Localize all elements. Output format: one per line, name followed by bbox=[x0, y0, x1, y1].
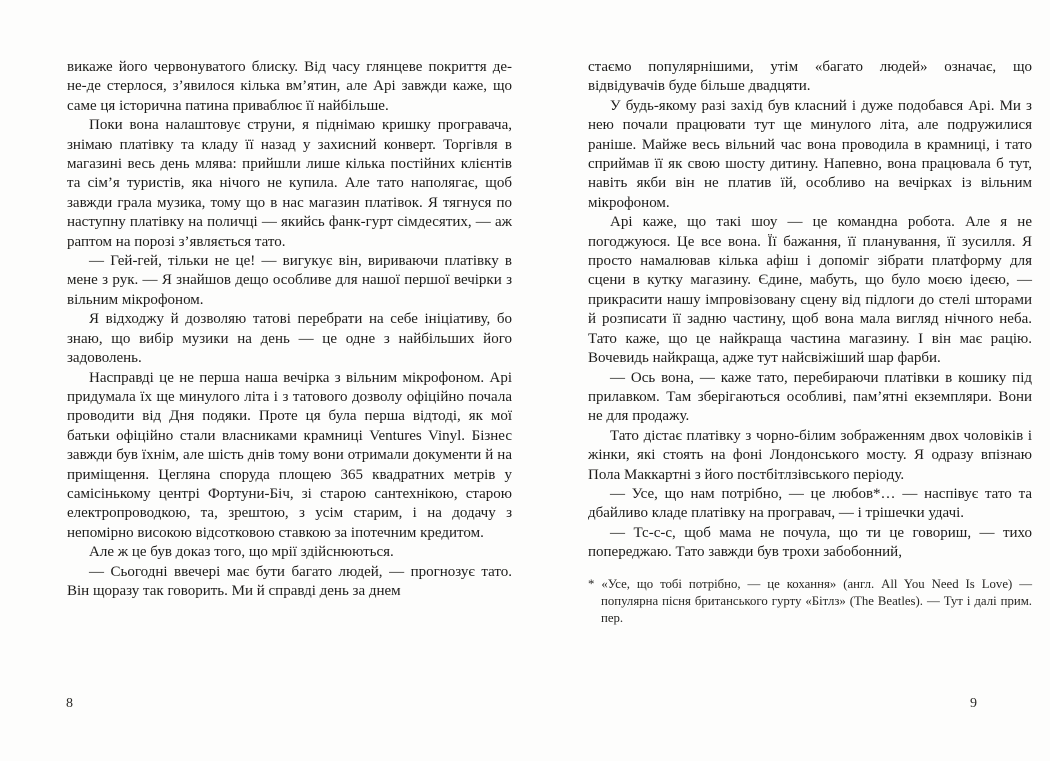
footnote: * «Усе, що тобі потрібно, — це кохання» (англ. All You Need Is Love) — популярна пісня британського гурту «Бітлз» (The Beatles). — Тут і далі прим. пер. bbox=[588, 576, 1032, 625]
paragraph: стаємо популярнішими, утім «багато людей» означає, що відвідувачів буде більше двадцяти. bbox=[588, 59, 1032, 95]
right-page-text bbox=[588, 58, 1032, 627]
paragraph: У будь-якому разі захід був класний і дуже подобався Арі. Ми з нею почали працювати тут ще минулого літа, але подружилися раніше. Майже весь вільний час вона проводила в крамниці, і тато сприймав її як свою шосту дитину. Напевно, вона працювала б тут, навіть якби він не платив їй, особливо на вечірках із вільним мікрофоном. bbox=[588, 97, 1032, 211]
paragraph: Я відходжу й дозволяю татові перебрати на себе ініціативу, бо знаю, що вибір музики на день — це одне з найбільших його задоволень. bbox=[67, 311, 512, 367]
page-number-left: 8 bbox=[66, 696, 73, 711]
paragraph: Але ж це був доказ того, що мрії здійснюються. bbox=[89, 544, 394, 561]
right-page-paragraphs bbox=[588, 58, 1032, 563]
paragraph: Арі каже, що такі шоу — це командна робота. Але я не погоджуюся. Це все вона. Її бажання, її планування, її зусилля. Я просто намалював кілька афіш і допоміг зібрати платформу для сцени в кутку магазину. Єдине, мабуть, що було моєю ідеєю, — прикрасити нашу імпровізовану сцену від підлоги до стелі шторами й розписати її задню частину, щоб вона мала вигляд нічного неба. Тато каже, що це найкраща частина магазину. І він має рацію. Вочевидь найкраща, адже тут найсвіжіший шар фарби. bbox=[588, 214, 1032, 367]
paragraph: — Усе, що нам потрібно, — це любов*… — наспівує тато та дбайливо кладе платівку на програвач, — і трішечки удачі. bbox=[588, 485, 1032, 522]
paragraph: Насправді це не перша наша вечірка з вільним мікрофоном. Арі придумала їх ще минулого літа і з татового дозволу офіційно почала проводити від Дня подяки. Проте ця була перша відтоді, як мої батьки офіційно стали власниками крамниці Ventures Vinyl. Бізнес завжди був їхнім, але шість днів тому вони отримали документи й на приміщення. Цегляна споруда площею 365 квадратних метрів у самісінькому центрі Фортуни-Біч, зі старою сантехнікою, старою електропроводкою, та, зрештою, з усім старим, і на додачу з непомірно високою відсотковою ставкою за іпотечним кредитом. bbox=[67, 369, 512, 541]
paragraph: — Гей-гей, тільки не це! — вигукує він, вириваючи платівку в мене з рук. — Я знайшов дещо особливе для нашої першої вечірки з вільним мікрофоном. bbox=[67, 253, 512, 308]
paragraph: — Тс-с-с, щоб мама не почула, що ти це говориш, — тихо попереджаю. Тато завжди був трохи забобонний, bbox=[588, 524, 1032, 561]
paragraph: — Ось вона, — каже тато, перебираючи платівки в кошику під прилавком. Там зберігаються особливі, пам’ятні екземпляри. Вони не для продажу. bbox=[588, 369, 1032, 425]
page-number-right: 9 bbox=[970, 696, 977, 711]
left-page-text bbox=[67, 58, 512, 601]
paragraph: — Сьогодні ввечері має бути багато людей, — прогнозує тато. Він щоразу так говорить. Ми й справді день за днем bbox=[67, 563, 512, 599]
paragraph: Тато дістає платівку з чорно-білим зображенням двох чоловіків і жінки, які стоять на фоні Лондонського мосту. Я одразу впізнаю Пола Маккартні з його постбітлзівського періоду. bbox=[588, 427, 1032, 483]
paragraph: викаже його червонуватого блиску. Від часу глянцеве покриття де-не-де стерлося, з’явилося кілька вм’ятин, але Арі завжди каже, що саме ця історична патина приваблює її найбільше. bbox=[67, 59, 512, 114]
paragraph: Поки вона налаштовує струни, я піднімаю кришку програвача, знімаю платівку та кладу її назад у захисний конверт. Торгівля в магазині весь день млява: прийшли лише кілька постійних клієнтів та сім’я туристів, яка нічого не купила. Але тато наполягає, щоб завжди грала музика, тому що в нас магазин платівок. Я тягнуся по наступну платівку на поличці — якийсь фанк-гурт сімдесятих, — аж раптом на порозі з’являється тато. bbox=[67, 117, 512, 250]
